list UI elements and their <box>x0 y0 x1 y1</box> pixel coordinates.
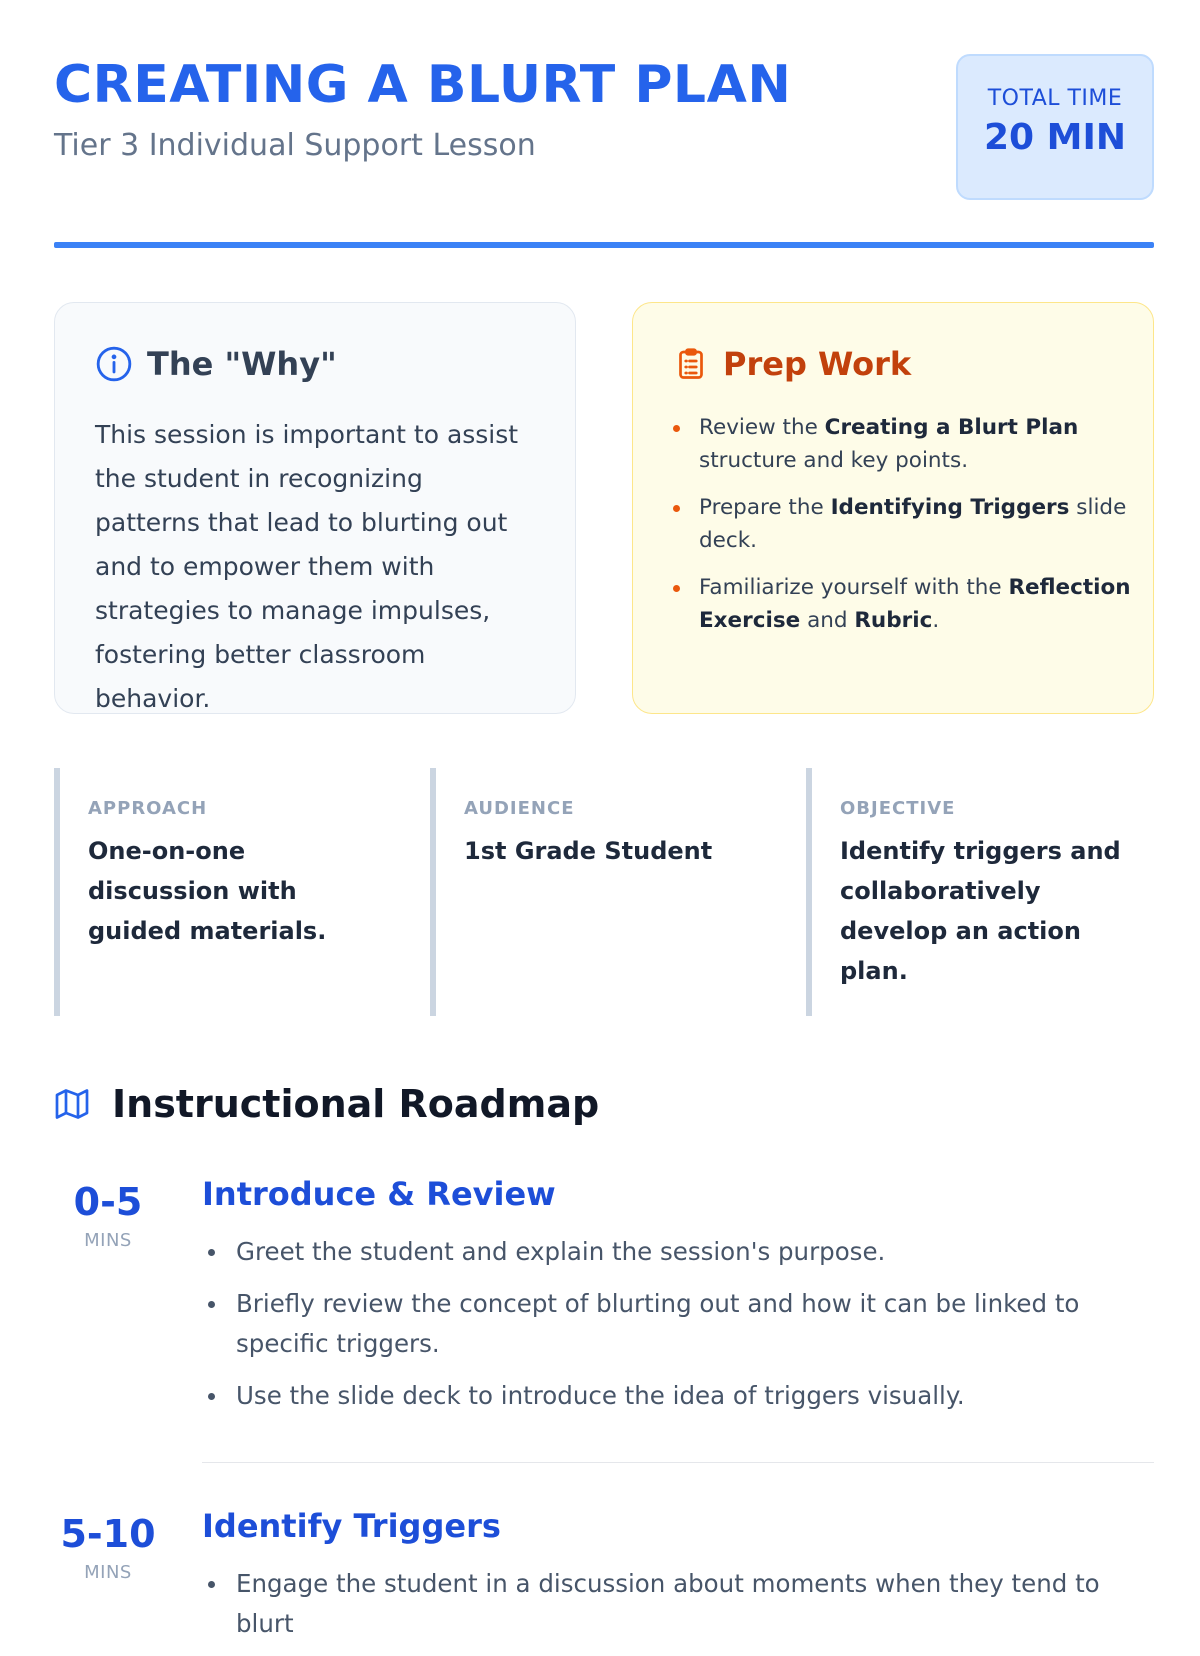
step-unit: MINS <box>84 1562 132 1583</box>
audience-column <box>430 768 750 1016</box>
step-time <box>54 1510 162 1583</box>
roadmap-header <box>54 1082 599 1126</box>
bullet-icon <box>673 585 680 592</box>
info-circle-icon <box>95 345 133 383</box>
prep-item: Prepare the Identifying Triggers slide deck. <box>673 491 1133 557</box>
step-divider <box>202 1462 1154 1463</box>
step-range: 5-10 <box>60 1512 156 1556</box>
why-card <box>54 302 576 714</box>
why-body: This session is important to assist the student in recognizing patterns that lead to blurting out and to empower them with strategies to manage impulses, fostering better classroom behavior. <box>95 420 519 713</box>
header <box>54 52 1154 202</box>
total-time-label: TOTAL TIME <box>987 86 1123 111</box>
step-range: 0-5 <box>73 1180 143 1224</box>
step-item: Use the slide deck to introduce the idea of triggers visually. <box>202 1376 1154 1416</box>
lesson-page <box>54 0 1154 1638</box>
audience-label: AUDIENCE <box>464 798 575 819</box>
step-item: Engage the student in a discussion about moments when they tend to blurt <box>202 1564 1154 1644</box>
step-list <box>202 1564 1154 1644</box>
why-title: The "Why" <box>147 345 337 383</box>
approach-text: One-on-one discussion with guided materials. <box>88 837 327 945</box>
objective-column <box>806 768 1126 1016</box>
objective-text: Identify triggers and collaboratively develop an action plan. <box>840 837 1121 985</box>
header-divider <box>54 242 1154 248</box>
step-body <box>202 1175 1154 1428</box>
clipboard-icon <box>673 345 709 383</box>
prep-item: Review the Creating a Blurt Plan structure and key points. <box>673 411 1133 477</box>
approach-label: APPROACH <box>88 798 208 819</box>
audience-text: 1st Grade Student <box>464 837 713 865</box>
bullet-icon <box>208 1301 215 1308</box>
bullet-icon <box>208 1393 215 1400</box>
objective-label: OBJECTIVE <box>840 798 956 819</box>
step-body <box>202 1507 1154 1656</box>
approach-column <box>54 768 374 1016</box>
bullet-icon <box>208 1581 215 1588</box>
why-card-header <box>95 345 337 383</box>
page-title: CREATING A BLURT PLAN <box>54 55 792 115</box>
roadmap-title: Instructional Roadmap <box>112 1082 600 1126</box>
bullet-icon <box>673 425 680 432</box>
step-item: Greet the student and explain the session's purpose. <box>202 1232 1154 1272</box>
prep-card-header <box>673 345 911 383</box>
prep-card <box>632 302 1154 714</box>
page-subtitle: Tier 3 Individual Support Lesson <box>54 128 536 163</box>
bullet-icon <box>208 1249 215 1256</box>
step-time <box>54 1178 162 1251</box>
bullet-icon <box>673 505 680 512</box>
step-item: Briefly review the concept of blurting out and how it can be linked to specific triggers. <box>202 1284 1154 1364</box>
prep-list <box>673 411 1133 651</box>
total-time-value: 20 MIN <box>984 117 1126 158</box>
step-title: Identify Triggers <box>202 1507 501 1545</box>
prep-title: Prep Work <box>723 345 912 383</box>
total-time-badge <box>956 54 1154 200</box>
step-title: Introduce & Review <box>202 1175 556 1213</box>
step-unit: MINS <box>84 1230 132 1251</box>
prep-item: Familiarize yourself with the Reflection Exercise and Rubric. <box>673 571 1133 637</box>
map-icon <box>54 1086 90 1122</box>
step-list <box>202 1232 1154 1416</box>
